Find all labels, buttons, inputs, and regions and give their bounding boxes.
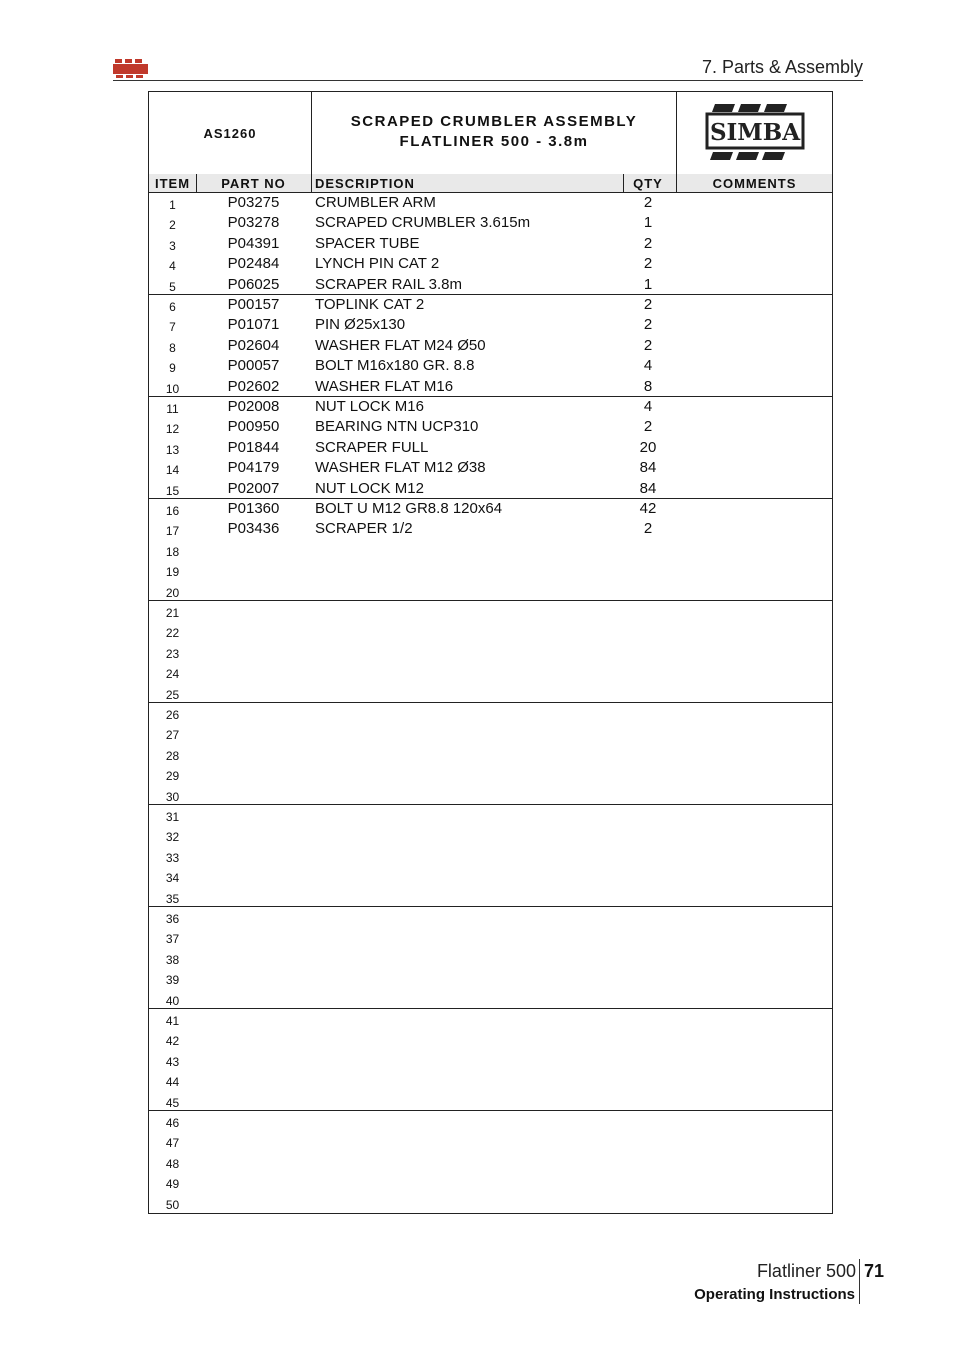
- row-item-number: 29: [165, 769, 180, 784]
- row-quantity: 84: [639, 459, 657, 477]
- row-group: [149, 907, 832, 1009]
- row-part-number: P02602: [227, 377, 280, 395]
- table-row: [149, 519, 832, 539]
- row-item-number: 39: [165, 973, 180, 988]
- row-quantity: 20: [639, 438, 657, 456]
- table-row: [149, 846, 832, 866]
- row-part-number: P03275: [227, 194, 280, 211]
- row-quantity: 2: [643, 234, 653, 252]
- table-row: [149, 1070, 832, 1090]
- table-row: [149, 642, 832, 662]
- table-row: [149, 907, 832, 927]
- row-group: [149, 703, 832, 805]
- row-part-number: P02007: [227, 479, 280, 497]
- table-row: [149, 1029, 832, 1049]
- row-quantity: 2: [643, 316, 653, 334]
- table-row: [149, 397, 832, 417]
- row-item-number: 21: [165, 606, 180, 620]
- row-description: BOLT M16x180 GR. 8.8: [315, 357, 475, 375]
- svg-text:SIMBA: SIMBA: [709, 119, 800, 146]
- row-item-number: 30: [165, 789, 180, 804]
- row-item-number: 19: [165, 565, 180, 580]
- row-item-number: 33: [165, 850, 180, 865]
- row-item-number: 28: [165, 748, 180, 763]
- row-quantity: 42: [639, 500, 657, 517]
- row-item-number: 42: [165, 1034, 180, 1049]
- row-quantity: 2: [643, 194, 653, 211]
- row-item-number: 15: [165, 483, 180, 498]
- table-row: [149, 805, 832, 825]
- row-part-number: P06025: [227, 275, 280, 293]
- table-row: [149, 438, 832, 458]
- footer-divider: [859, 1259, 860, 1304]
- row-item-number: 27: [165, 728, 180, 743]
- table-row: [149, 356, 832, 376]
- table-row: [149, 499, 832, 519]
- table-row: [149, 254, 832, 274]
- row-item-number: 31: [165, 810, 180, 824]
- table-row: [149, 540, 832, 560]
- row-part-number: P03436: [227, 520, 280, 538]
- row-description: SPACER TUBE: [315, 234, 420, 252]
- row-quantity: 2: [643, 255, 653, 273]
- row-quantity: 2: [643, 296, 653, 313]
- header-rule: [113, 80, 863, 81]
- table-row: [149, 662, 832, 682]
- table-row: [149, 377, 832, 397]
- table-row: [149, 968, 832, 988]
- table-row: [149, 275, 832, 295]
- footer-product-name: Flatliner 500: [756, 1261, 856, 1281]
- parts-sheet: [148, 91, 833, 1214]
- table-row: [149, 764, 832, 784]
- row-item-number: 16: [165, 504, 180, 518]
- row-item-number: 11: [166, 402, 179, 416]
- row-part-number: P02604: [227, 336, 280, 354]
- row-item-number: 7: [169, 320, 176, 335]
- table-row: [149, 336, 832, 356]
- column-header-row: [149, 174, 832, 193]
- row-item-number: 12: [165, 422, 180, 437]
- row-group: [149, 805, 832, 907]
- parts-table-body: [149, 193, 832, 1214]
- row-item-number: 40: [165, 993, 180, 1008]
- row-description: WASHER FLAT M16: [315, 377, 454, 395]
- table-row: [149, 866, 832, 886]
- row-part-number: P04391: [227, 234, 280, 252]
- row-description: BOLT U M12 GR8.8 120x64: [315, 500, 503, 517]
- row-description: NUT LOCK M12: [315, 479, 424, 497]
- row-description: NUT LOCK M16: [315, 398, 424, 415]
- table-row: [149, 479, 832, 499]
- table-row: [149, 234, 832, 254]
- table-row: [149, 744, 832, 764]
- row-group: [149, 499, 832, 601]
- table-row: [149, 1193, 832, 1213]
- row-part-number: P01071: [227, 316, 280, 334]
- row-quantity: 4: [643, 357, 653, 375]
- assembly-code: AS1260: [149, 92, 312, 174]
- table-row: [149, 703, 832, 723]
- row-item-number: 1: [169, 198, 176, 212]
- table-row: [149, 948, 832, 968]
- row-quantity: 84: [639, 479, 657, 497]
- row-part-number: P02484: [227, 255, 280, 273]
- row-item-number: 23: [165, 646, 180, 661]
- row-description: SCRAPER 1/2: [315, 520, 413, 538]
- row-item-number: 14: [165, 463, 180, 478]
- table-row: [149, 1131, 832, 1151]
- row-item-number: 8: [169, 340, 176, 355]
- table-row: [149, 887, 832, 907]
- column-header-description: DESCRIPTION: [312, 174, 624, 192]
- table-row: [149, 1050, 832, 1070]
- column-header-qty: QTY: [620, 174, 677, 192]
- row-item-number: 18: [165, 544, 180, 559]
- row-group: [149, 1111, 832, 1213]
- table-row: [149, 683, 832, 703]
- row-item-number: 4: [169, 259, 176, 274]
- row-quantity: 4: [643, 398, 653, 415]
- row-item-number: 43: [165, 1054, 180, 1069]
- assembly-title-line1: SCRAPED CRUMBLER ASSEMBLY: [350, 113, 638, 130]
- table-row: [149, 458, 832, 478]
- column-header-item: ITEM: [149, 174, 197, 192]
- row-item-number: 6: [169, 300, 176, 314]
- simba-small-logo: [113, 59, 148, 79]
- table-row: [149, 213, 832, 233]
- row-item-number: 32: [165, 830, 180, 845]
- row-group: [149, 397, 832, 499]
- row-quantity: 1: [643, 275, 653, 293]
- table-row: [149, 315, 832, 335]
- table-row: [149, 417, 832, 437]
- table-row: [149, 1009, 832, 1029]
- row-description: BEARING NTN UCP310: [315, 418, 479, 436]
- row-part-number: P00157: [227, 296, 280, 313]
- row-item-number: 5: [169, 279, 176, 294]
- row-item-number: 17: [165, 524, 180, 539]
- table-row: [149, 1172, 832, 1192]
- row-item-number: 13: [165, 442, 180, 457]
- table-row: [149, 1152, 832, 1172]
- row-description: WASHER FLAT M24 Ø50: [315, 336, 486, 354]
- row-item-number: 3: [169, 238, 176, 253]
- row-item-number: 24: [165, 667, 180, 682]
- row-item-number: 20: [165, 585, 180, 600]
- table-row: [149, 825, 832, 845]
- row-description: SCRAPER RAIL 3.8m: [315, 275, 462, 293]
- row-item-number: 41: [165, 1014, 180, 1028]
- row-part-number: P01844: [227, 438, 280, 456]
- assembly-title-line2: FLATLINER 500 - 3.8m: [399, 133, 589, 150]
- table-row: [149, 785, 832, 805]
- row-item-number: 9: [169, 361, 176, 376]
- table-row: [149, 193, 832, 213]
- row-quantity: 1: [643, 214, 653, 232]
- row-part-number: P02008: [227, 398, 280, 415]
- table-row: [149, 723, 832, 743]
- row-item-number: 44: [165, 1075, 180, 1090]
- row-item-number: 49: [165, 1177, 180, 1192]
- row-item-number: 48: [165, 1156, 180, 1171]
- row-description: TOPLINK CAT 2: [315, 296, 425, 313]
- table-row: [149, 1111, 832, 1131]
- table-row: [149, 1091, 832, 1111]
- row-item-number: 47: [165, 1136, 180, 1151]
- row-part-number: P03278: [227, 214, 280, 232]
- row-item-number: 46: [165, 1116, 180, 1130]
- row-description: SCRAPER FULL: [315, 438, 429, 456]
- simba-logo: [677, 92, 832, 174]
- row-part-number: P00950: [227, 418, 280, 436]
- column-header-comments: COMMENTS: [712, 176, 797, 191]
- table-row: [149, 581, 832, 601]
- row-group: [149, 1009, 832, 1111]
- row-item-number: 35: [165, 891, 180, 906]
- row-group: [149, 601, 832, 703]
- row-part-number: P00057: [227, 357, 280, 375]
- table-row: [149, 295, 832, 315]
- row-quantity: 2: [643, 336, 653, 354]
- row-item-number: 22: [165, 626, 180, 641]
- row-item-number: 10: [165, 381, 180, 396]
- row-item-number: 37: [165, 932, 180, 947]
- footer-subtitle: Operating Instructions: [694, 1286, 855, 1303]
- section-title: 7. Parts & Assembly: [701, 57, 863, 77]
- table-row: [149, 927, 832, 947]
- title-block: [149, 92, 832, 175]
- row-part-number: P04179: [227, 459, 280, 477]
- row-description: LYNCH PIN CAT 2: [315, 255, 440, 273]
- row-item-number: 50: [165, 1197, 180, 1212]
- row-description: WASHER FLAT M12 Ø38: [315, 459, 486, 477]
- table-row: [149, 601, 832, 621]
- row-description: SCRAPED CRUMBLER 3.615m: [315, 214, 531, 232]
- page-number: 71: [864, 1261, 885, 1281]
- table-row: [149, 989, 832, 1009]
- row-description: CRUMBLER ARM: [315, 194, 436, 211]
- table-row: [149, 560, 832, 580]
- row-description: PIN Ø25x130: [315, 316, 406, 334]
- row-item-number: 26: [165, 708, 180, 722]
- row-item-number: 45: [165, 1095, 180, 1110]
- row-item-number: 34: [165, 871, 180, 886]
- assembly-title: [312, 92, 677, 174]
- column-header-part-no: PART NO: [196, 174, 312, 192]
- table-row: [149, 621, 832, 641]
- row-quantity: 2: [643, 520, 653, 538]
- row-item-number: 36: [165, 912, 180, 926]
- row-group: [149, 295, 832, 397]
- row-part-number: P01360: [227, 500, 280, 517]
- row-group: [149, 193, 832, 295]
- row-item-number: 25: [165, 687, 180, 702]
- row-quantity: 8: [643, 377, 653, 395]
- row-item-number: 2: [169, 218, 176, 233]
- row-quantity: 2: [643, 418, 653, 436]
- row-item-number: 38: [165, 952, 180, 967]
